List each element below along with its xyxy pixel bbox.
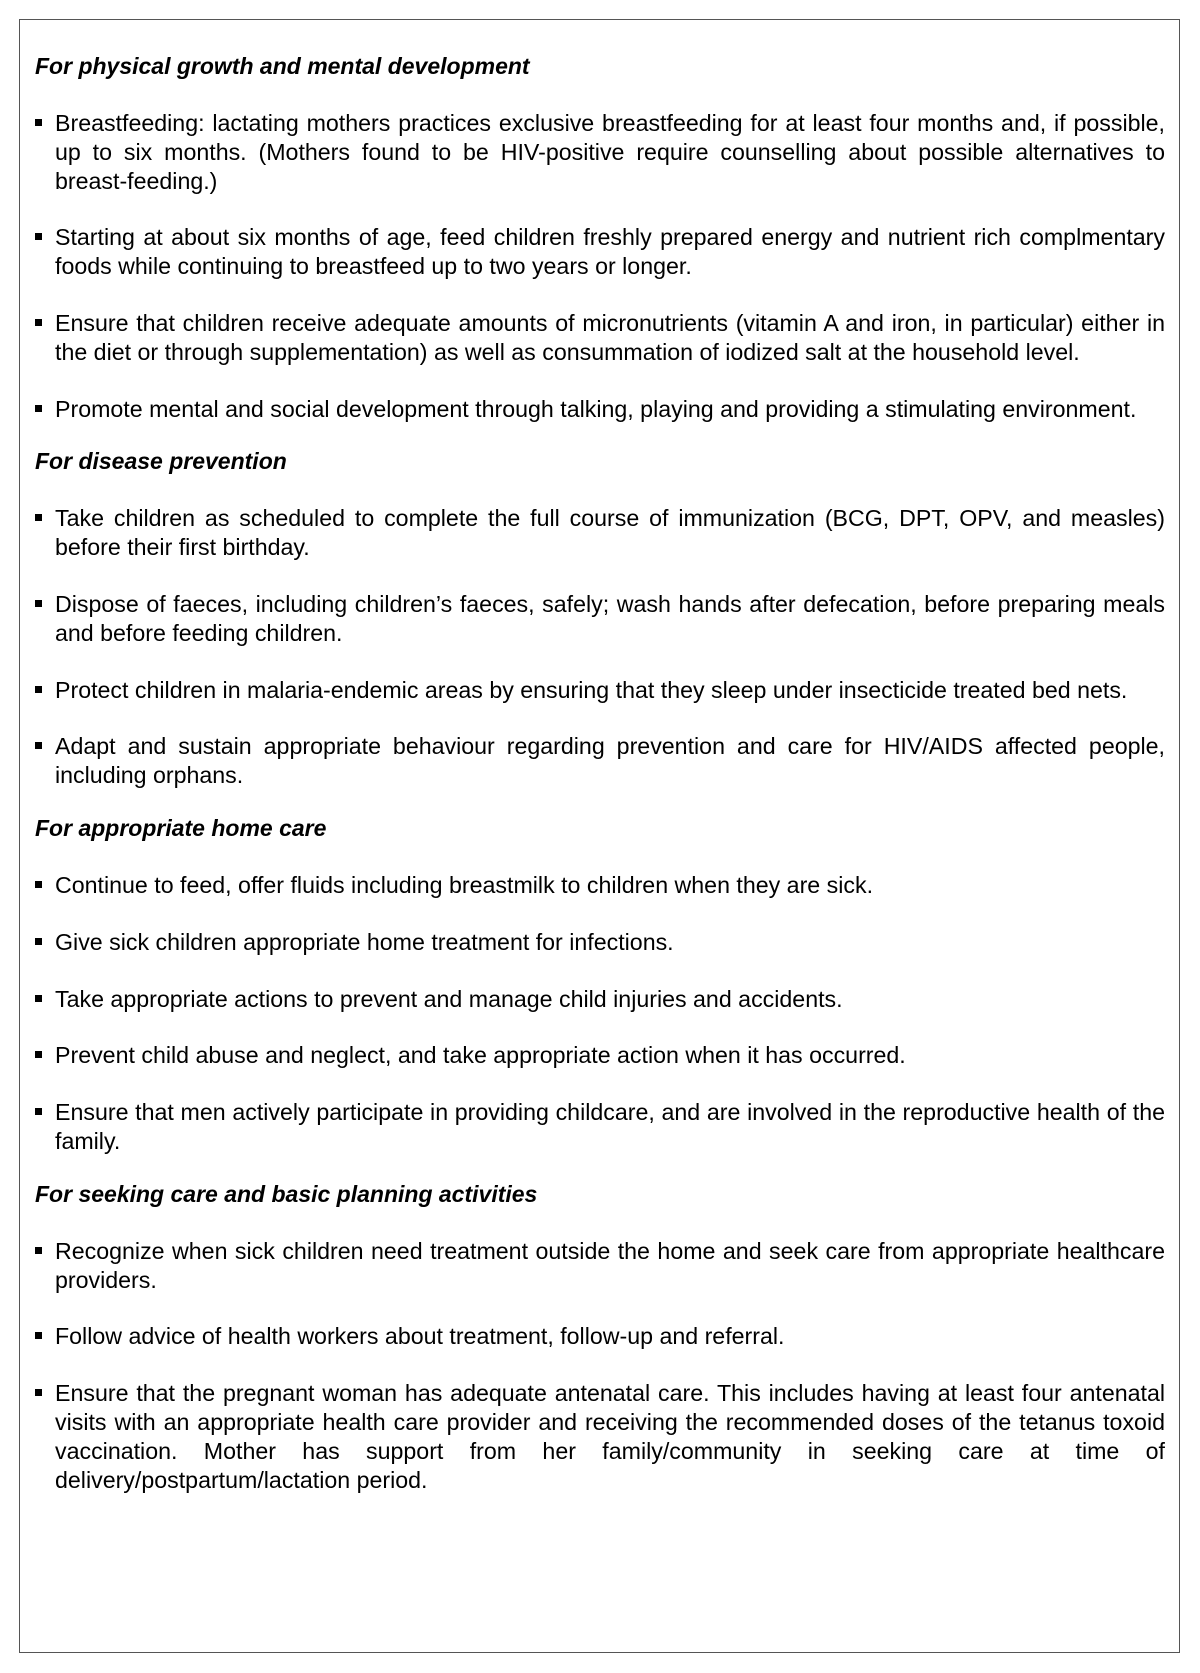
section-home-care [35,814,1165,1156]
list-item [35,395,1165,424]
list-item [35,1322,1165,1351]
section-disease-prevention [35,447,1165,790]
list-item [35,1098,1165,1156]
list-item [35,928,1165,957]
list-item [35,871,1165,900]
bullet-list [35,871,1165,1156]
square-bullet-icon [35,995,42,1002]
list-item [35,732,1165,790]
square-bullet-icon [35,1108,42,1115]
list-item-text: Continue to feed, offer fluids including breastmilk to children when they are sick. [55,871,874,898]
list-item [35,1041,1165,1070]
section-heading: For physical growth and mental development [35,53,530,79]
bullet-list [35,1237,1165,1495]
square-bullet-icon [35,686,42,693]
list-item-text: Recognize when sick children need treatment outside the home and seek care from appropriate healthcare providers. [55,1237,1165,1293]
list-item-text: Protect children in malaria-endemic areas by ensuring that they sleep under insecticide treated bed nets. [55,676,1128,703]
section-physical-growth [35,52,1165,423]
section-heading: For appropriate home care [35,814,327,841]
list-item-text: Dispose of faeces, including children’s faeces, safely; wash hands after defecation, before preparing meals and before feeding children. [55,590,1165,646]
section-heading: For seeking care and basic planning activities [35,1180,538,1207]
square-bullet-icon [35,233,42,240]
square-bullet-icon [35,600,42,607]
square-bullet-icon [35,1332,42,1339]
list-item-text: Prevent child abuse and neglect, and take appropriate action when it has occurred. [55,1042,906,1069]
list-item-text: Ensure that children receive adequate amounts of micronutrients (vitamin A and iron, in particular) either in the diet or through supplementation) as well as consummation of iodized salt at the household level. [55,309,1165,365]
section-heading: For disease prevention [35,448,287,475]
list-item-text: Starting at about six months of age, feed children freshly prepared energy and nutrient rich complmentary foods while continuing to breastfeed up to two years or longer. [55,224,1165,280]
list-item [35,676,1165,705]
list-item-text: Follow advice of health workers about treatment, follow-up and referral. [55,1323,785,1350]
list-item-text: Take appropriate actions to prevent and manage child injuries and accidents. [55,985,843,1012]
list-item [35,504,1165,562]
list-item-text: Breastfeeding: lactating mothers practices exclusive breastfeeding for at least four months and, if possible, up to six months. (Mothers found to be HIV-positive require counselling about possible alternatives to breast-feeding.) [55,110,1165,194]
list-item [35,223,1165,281]
bullet-list [35,504,1165,790]
list-item [35,109,1165,195]
document-body [35,52,1165,1522]
square-bullet-icon [35,1247,42,1254]
list-item-text: Adapt and sustain appropriate behaviour regarding prevention and care for HIV/AIDS affected people, including orphans. [55,733,1165,789]
square-bullet-icon [35,119,42,126]
square-bullet-icon [35,1051,42,1058]
list-item [35,1379,1165,1494]
square-bullet-icon [35,938,42,945]
list-item-text: Take children as scheduled to complete the full course of immunization (BCG, DPT, OPV, and measles) before their first birthday. [55,505,1165,561]
square-bullet-icon [35,319,42,326]
list-item [35,590,1165,648]
list-item-text: Ensure that men actively participate in providing childcare, and are involved in the reproductive health of the family. [55,1099,1165,1154]
list-item [35,1237,1165,1295]
list-item [35,309,1165,367]
list-item-text: Ensure that the pregnant woman has adequate antenatal care. This includes having at least four antenatal visits with an appropriate health care provider and receiving the recommended doses of the tetanus toxoid vaccination. Mother has support from her family/community in seeking care at time of delivery/postpartum/lactation period. [55,1380,1165,1493]
section-seeking-care [35,1180,1165,1495]
list-item-text: Give sick children appropriate home treatment for infections. [55,928,674,955]
square-bullet-icon [35,742,42,749]
list-item [35,985,1165,1014]
bullet-list [35,109,1165,423]
square-bullet-icon [35,1389,42,1396]
square-bullet-icon [35,514,42,521]
square-bullet-icon [35,881,42,888]
square-bullet-icon [35,405,42,412]
list-item-text: Promote mental and social development through talking, playing and providing a stimulating environment. [55,395,1137,422]
